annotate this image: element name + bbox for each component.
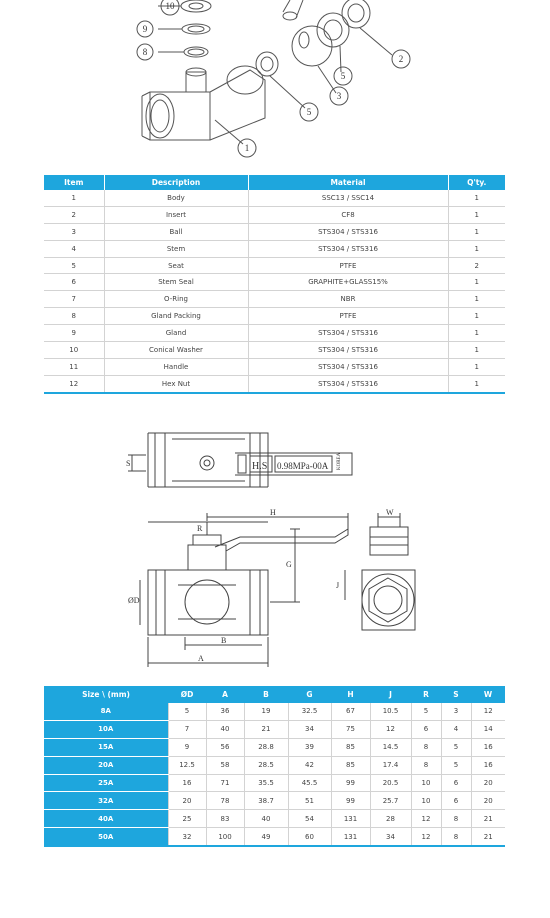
header-b: B xyxy=(244,686,288,703)
cell-s: 5 xyxy=(441,756,471,774)
cell-j: 17.4 xyxy=(370,756,411,774)
cell-description: O-Ring xyxy=(104,291,248,308)
header-qty: Q'ty. xyxy=(448,175,505,190)
cell-b: 40 xyxy=(244,810,288,828)
cell-b: 35.5 xyxy=(244,774,288,792)
cell-size: 15A xyxy=(44,738,168,756)
cell-material: PTFE xyxy=(248,308,448,325)
table-row xyxy=(44,792,505,810)
callout-2: 2 xyxy=(398,54,404,64)
cell-qty: 1 xyxy=(448,342,505,359)
cell-description: Stem Seal xyxy=(104,274,248,291)
cell-material: STS304 / STS316 xyxy=(248,358,448,375)
header-r: R xyxy=(411,686,441,703)
label-s: S xyxy=(126,459,131,468)
cell-d: 12.5 xyxy=(168,756,206,774)
table-row xyxy=(44,703,505,720)
cell-r: 6 xyxy=(411,720,441,738)
cell-a: 83 xyxy=(206,810,244,828)
cell-material: STS304 / STS316 xyxy=(248,375,448,392)
cell-description: Ball xyxy=(104,223,248,240)
cell-g: 34 xyxy=(288,720,331,738)
parts-table xyxy=(44,175,505,394)
cell-qty: 1 xyxy=(448,223,505,240)
callout-1: 1 xyxy=(244,143,250,153)
cell-j: 25.7 xyxy=(370,792,411,810)
cell-d: 5 xyxy=(168,703,206,720)
cell-g: 39 xyxy=(288,738,331,756)
cell-material: CF8 xyxy=(248,206,448,223)
cell-item: 8 xyxy=(44,308,104,325)
cell-s: 8 xyxy=(441,828,471,846)
cell-material: PTFE xyxy=(248,257,448,274)
cell-material: NBR xyxy=(248,291,448,308)
table-row xyxy=(44,375,505,392)
cell-a: 100 xyxy=(206,828,244,846)
cell-s: 8 xyxy=(441,810,471,828)
table-row xyxy=(44,720,505,738)
header-w: W xyxy=(471,686,505,703)
table-row xyxy=(44,291,505,308)
cell-qty: 2 xyxy=(448,257,505,274)
cell-j: 12 xyxy=(370,720,411,738)
parts-table-header xyxy=(44,175,505,190)
cell-s: 4 xyxy=(441,720,471,738)
cell-qty: 1 xyxy=(448,325,505,342)
cell-description: Gland Packing xyxy=(104,308,248,325)
cell-item: 4 xyxy=(44,240,104,257)
cell-qty: 1 xyxy=(448,308,505,325)
plate-rating: 0.98MPa-00A xyxy=(277,461,329,471)
cell-size: 40A xyxy=(44,810,168,828)
cell-item: 10 xyxy=(44,342,104,359)
cell-size: 10A xyxy=(44,720,168,738)
cell-s: 6 xyxy=(441,792,471,810)
callout-8: 8 xyxy=(142,47,148,57)
cell-a: 40 xyxy=(206,720,244,738)
table-row xyxy=(44,274,505,291)
cell-g: 51 xyxy=(288,792,331,810)
cell-w: 20 xyxy=(471,792,505,810)
cell-r: 12 xyxy=(411,810,441,828)
cell-w: 16 xyxy=(471,756,505,774)
cell-r: 12 xyxy=(411,828,441,846)
header-material: Material xyxy=(248,175,448,190)
cell-material: STS304 / STS316 xyxy=(248,342,448,359)
cell-item: 2 xyxy=(44,206,104,223)
callout-10: 10 xyxy=(165,1,175,11)
table-row xyxy=(44,358,505,375)
table-row xyxy=(44,308,505,325)
cell-d: 32 xyxy=(168,828,206,846)
cell-size: 20A xyxy=(44,756,168,774)
label-j: J xyxy=(336,581,340,590)
cell-s: 5 xyxy=(441,738,471,756)
dimension-table xyxy=(44,686,505,847)
callout-3: 3 xyxy=(336,91,342,101)
cell-s: 6 xyxy=(441,774,471,792)
cell-description: Gland xyxy=(104,325,248,342)
table-row xyxy=(44,223,505,240)
cell-size: 32A xyxy=(44,792,168,810)
cell-j: 28 xyxy=(370,810,411,828)
cell-w: 21 xyxy=(471,828,505,846)
cell-description: Handle xyxy=(104,358,248,375)
cell-size: 25A xyxy=(44,774,168,792)
header-item: Item xyxy=(44,175,104,190)
cell-item: 1 xyxy=(44,190,104,206)
header-size: Size \ (mm) xyxy=(44,686,168,703)
cell-description: Seat xyxy=(104,257,248,274)
table-row xyxy=(44,828,505,846)
cell-description: Conical Washer xyxy=(104,342,248,359)
cell-item: 6 xyxy=(44,274,104,291)
cell-b: 28.8 xyxy=(244,738,288,756)
label-h: H xyxy=(270,508,276,517)
cell-d: 25 xyxy=(168,810,206,828)
cell-description: Hex Nut xyxy=(104,375,248,392)
cell-j: 34 xyxy=(370,828,411,846)
label-g: G xyxy=(286,560,292,569)
cell-g: 42 xyxy=(288,756,331,774)
header-g: G xyxy=(288,686,331,703)
cell-b: 28.5 xyxy=(244,756,288,774)
table-row xyxy=(44,325,505,342)
cell-qty: 1 xyxy=(448,291,505,308)
cell-h: 99 xyxy=(331,792,370,810)
label-w: W xyxy=(386,508,394,517)
label-r: R xyxy=(197,524,203,533)
dimension-drawing xyxy=(0,425,550,675)
cell-g: 60 xyxy=(288,828,331,846)
dimension-table-header xyxy=(44,686,505,703)
cell-h: 99 xyxy=(331,774,370,792)
callout-5-upper: 5 xyxy=(340,71,346,81)
header-description: Description xyxy=(104,175,248,190)
cell-a: 56 xyxy=(206,738,244,756)
cell-size: 8A xyxy=(44,703,168,720)
cell-w: 20 xyxy=(471,774,505,792)
cell-h: 75 xyxy=(331,720,370,738)
cell-qty: 1 xyxy=(448,274,505,291)
table-row xyxy=(44,810,505,828)
cell-d: 9 xyxy=(168,738,206,756)
cell-d: 16 xyxy=(168,774,206,792)
cell-b: 49 xyxy=(244,828,288,846)
label-d: ØD xyxy=(128,596,140,605)
cell-s: 3 xyxy=(441,703,471,720)
cell-a: 58 xyxy=(206,756,244,774)
header-a: A xyxy=(206,686,244,703)
header-d: ØD xyxy=(168,686,206,703)
cell-r: 8 xyxy=(411,756,441,774)
cell-h: 131 xyxy=(331,828,370,846)
header-h: H xyxy=(331,686,370,703)
cell-b: 38.7 xyxy=(244,792,288,810)
cell-item: 5 xyxy=(44,257,104,274)
table-row xyxy=(44,206,505,223)
cell-h: 85 xyxy=(331,756,370,774)
cell-h: 131 xyxy=(331,810,370,828)
cell-g: 32.5 xyxy=(288,703,331,720)
cell-item: 9 xyxy=(44,325,104,342)
cell-b: 19 xyxy=(244,703,288,720)
plate-brand: H.S xyxy=(252,461,268,472)
cell-r: 5 xyxy=(411,703,441,720)
cell-j: 14.5 xyxy=(370,738,411,756)
cell-description: Body xyxy=(104,190,248,206)
table-row xyxy=(44,342,505,359)
cell-qty: 1 xyxy=(448,240,505,257)
cell-r: 8 xyxy=(411,738,441,756)
header-s: S xyxy=(441,686,471,703)
cell-r: 10 xyxy=(411,774,441,792)
cell-qty: 1 xyxy=(448,206,505,223)
cell-material: STS304 / STS316 xyxy=(248,240,448,257)
cell-r: 10 xyxy=(411,792,441,810)
cell-a: 36 xyxy=(206,703,244,720)
label-b: B xyxy=(221,636,227,645)
exploded-view-drawing xyxy=(0,0,550,170)
cell-item: 3 xyxy=(44,223,104,240)
cell-g: 45.5 xyxy=(288,774,331,792)
cell-w: 12 xyxy=(471,703,505,720)
cell-qty: 1 xyxy=(448,190,505,206)
cell-material: STS304 / STS316 xyxy=(248,325,448,342)
label-a: A xyxy=(198,654,204,663)
cell-item: 12 xyxy=(44,375,104,392)
cell-h: 67 xyxy=(331,703,370,720)
cell-a: 78 xyxy=(206,792,244,810)
plate-origin: KOREA xyxy=(337,452,342,470)
table-row xyxy=(44,738,505,756)
callout-5-lower: 5 xyxy=(306,107,312,117)
cell-d: 20 xyxy=(168,792,206,810)
cell-j: 10.5 xyxy=(370,703,411,720)
cell-h: 85 xyxy=(331,738,370,756)
cell-material: STS304 / STS316 xyxy=(248,223,448,240)
cell-d: 7 xyxy=(168,720,206,738)
cell-material: SSC13 / SSC14 xyxy=(248,190,448,206)
cell-size: 50A xyxy=(44,828,168,846)
cell-description: Insert xyxy=(104,206,248,223)
header-j: J xyxy=(370,686,411,703)
table-row xyxy=(44,190,505,206)
cell-material: GRAPHITE+GLASS15% xyxy=(248,274,448,291)
table-row xyxy=(44,774,505,792)
table-row xyxy=(44,257,505,274)
table-row xyxy=(44,240,505,257)
table-row xyxy=(44,756,505,774)
cell-a: 71 xyxy=(206,774,244,792)
cell-w: 16 xyxy=(471,738,505,756)
cell-j: 20.5 xyxy=(370,774,411,792)
cell-item: 11 xyxy=(44,358,104,375)
cell-qty: 1 xyxy=(448,358,505,375)
cell-item: 7 xyxy=(44,291,104,308)
cell-description: Stem xyxy=(104,240,248,257)
cell-qty: 1 xyxy=(448,375,505,392)
cell-g: 54 xyxy=(288,810,331,828)
cell-w: 21 xyxy=(471,810,505,828)
callout-9: 9 xyxy=(142,24,148,34)
cell-b: 21 xyxy=(244,720,288,738)
cell-w: 14 xyxy=(471,720,505,738)
